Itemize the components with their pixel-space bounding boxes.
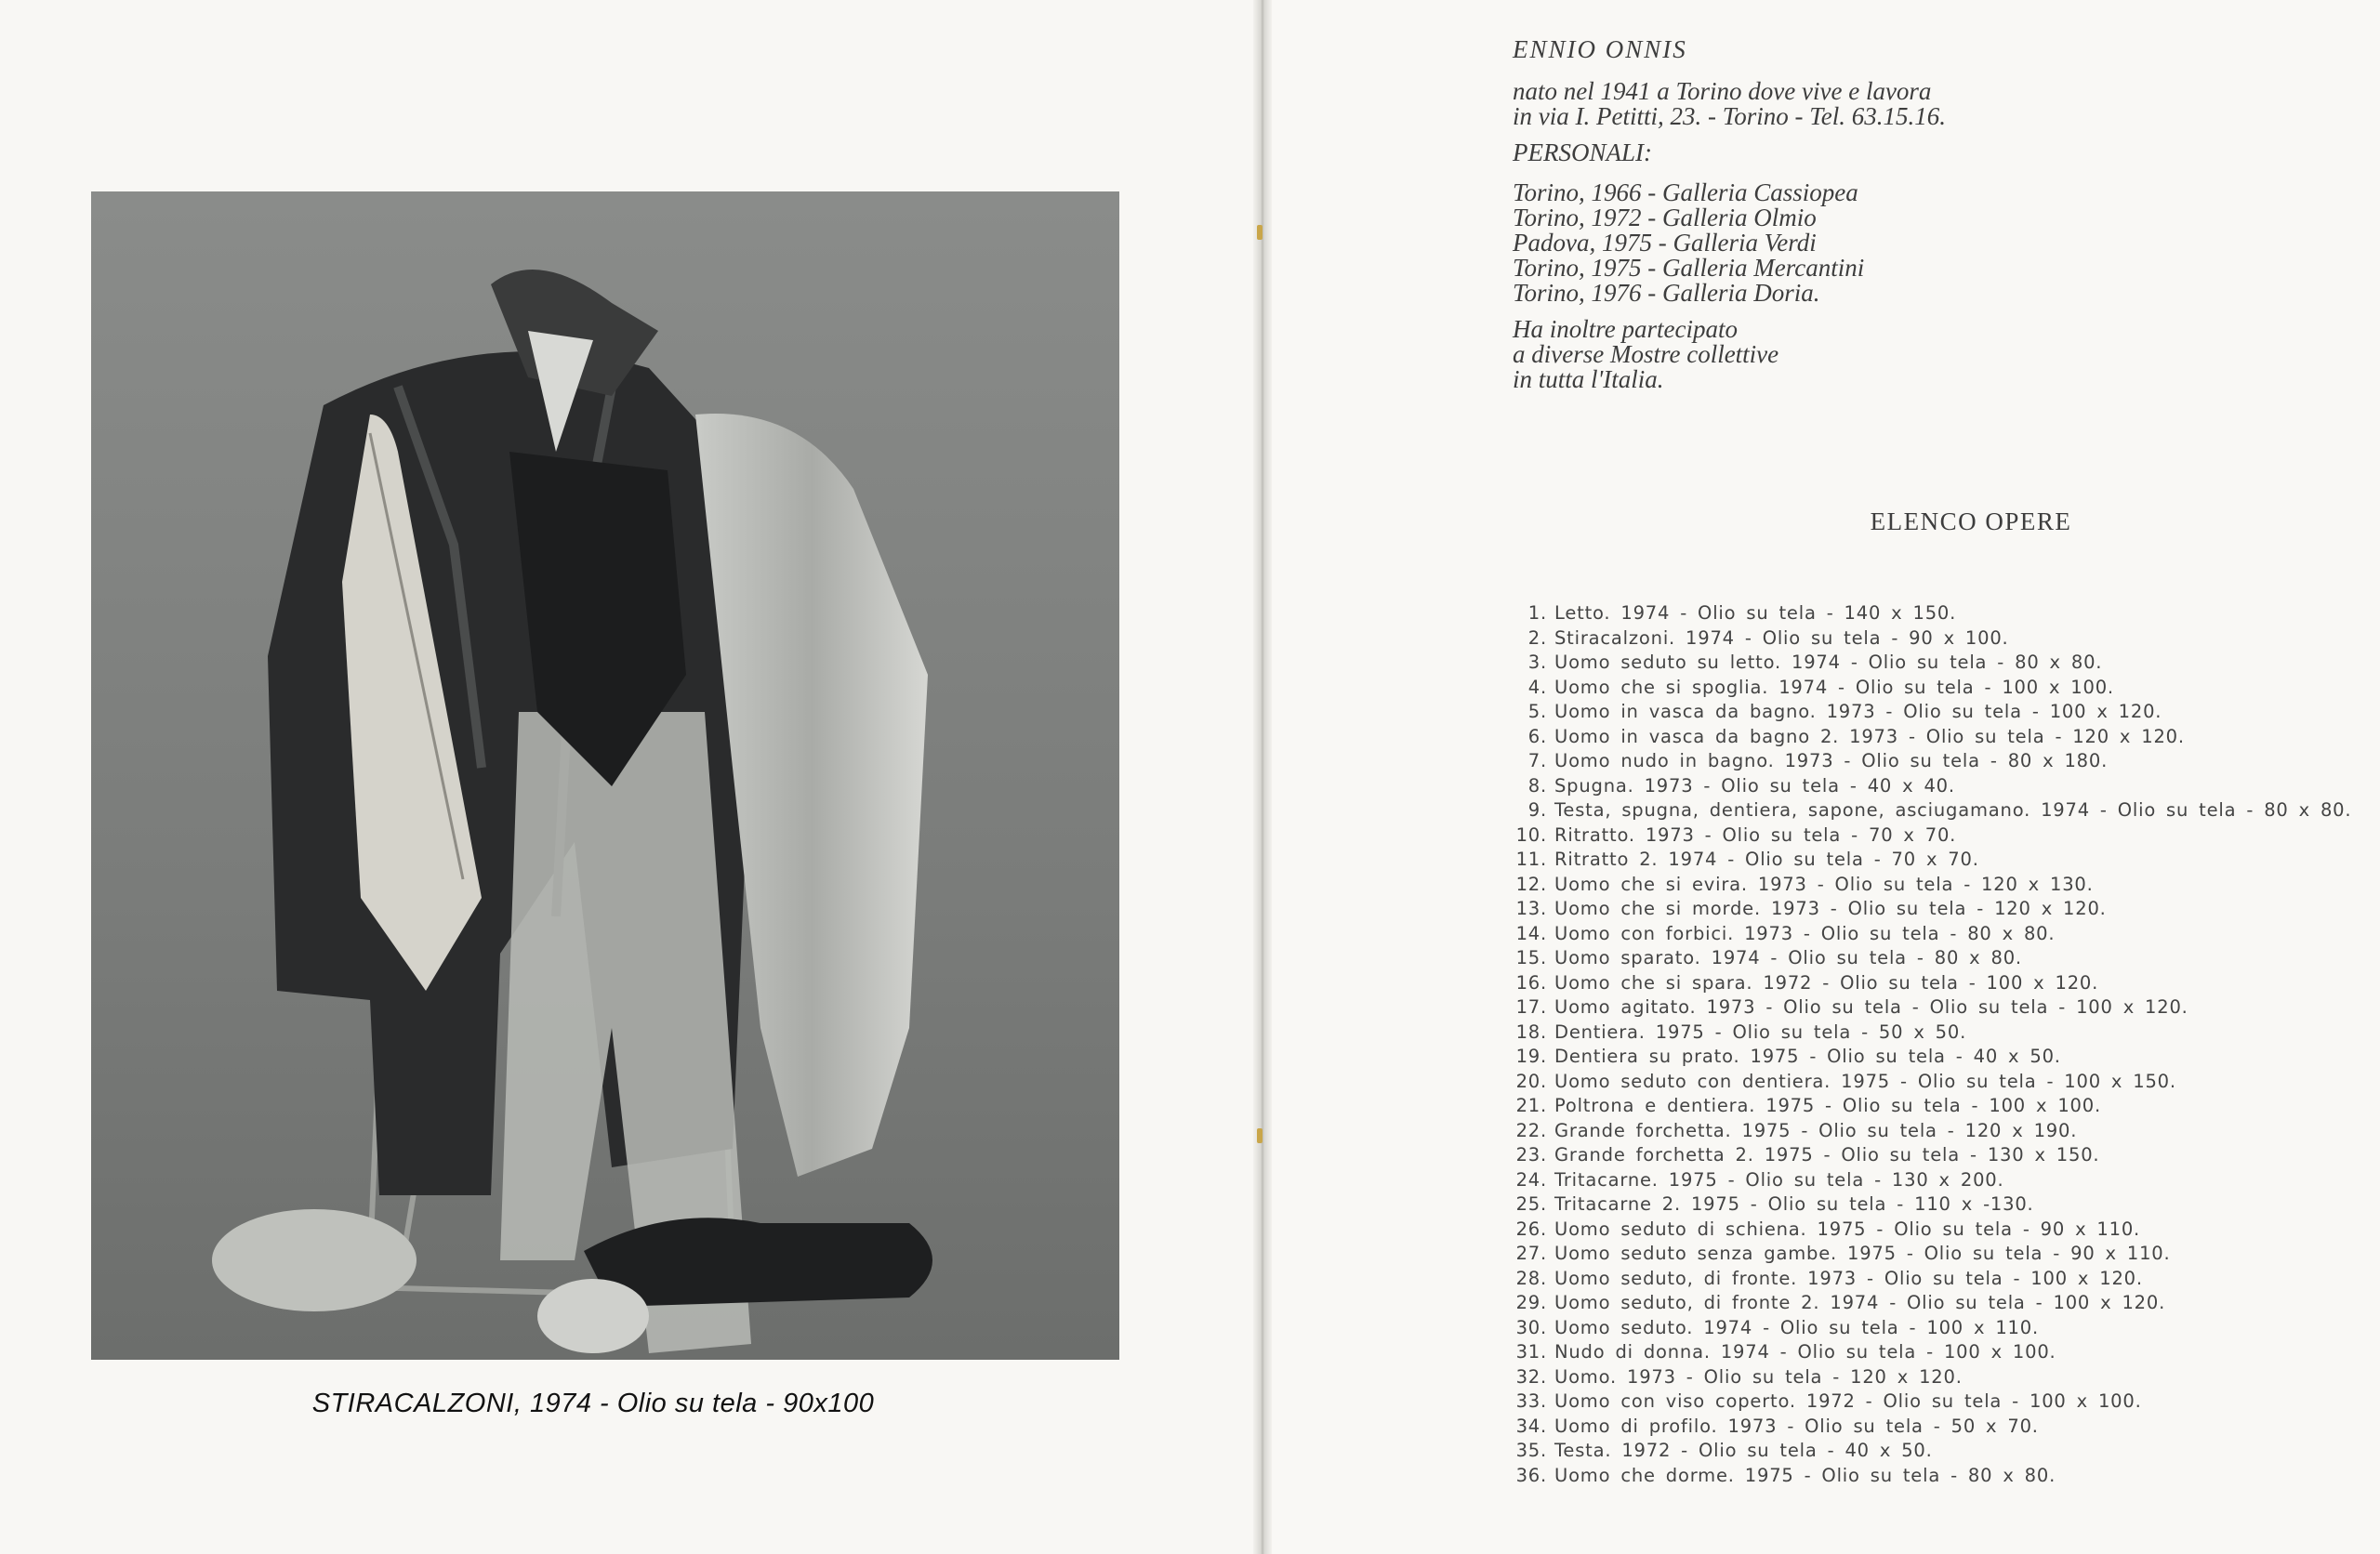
item-text: Dentiera su prato. 1975 - Olio su tela - 40 x 50. <box>1554 1046 2061 1067</box>
item-text: Uomo con viso coperto. 1972 - Olio su tela - 100 x 100. <box>1554 1390 2142 1412</box>
list-item <box>1501 1094 2351 1119</box>
item-text: Grande forchetta. 1975 - Olio su tela - 120 x 190. <box>1554 1119 2078 1141</box>
birth-line: nato nel 1941 a Torino dove vive e lavora <box>1513 77 1932 105</box>
item-text: Uomo seduto. 1974 - Olio su tela - 100 x 110. <box>1554 1316 2039 1338</box>
artwork-caption: STIRACALZONI, 1974 - Olio su tela - 90x100 <box>311 1389 875 1418</box>
item-text: Uomo sparato. 1974 - Olio su tela - 80 x 80. <box>1554 947 2022 968</box>
item-number: 22. <box>1515 1119 1547 1141</box>
item-number: 6. <box>1527 725 1547 747</box>
item-number: 29. <box>1515 1292 1547 1313</box>
item-text: Uomo seduto su letto. 1974 - Olio su tela - 80 x 80. <box>1554 652 2103 673</box>
list-item <box>1501 1415 2351 1440</box>
item-number: 31. <box>1515 1341 1547 1363</box>
list-item <box>1501 749 2351 774</box>
personali-heading: PERSONALI: <box>1513 138 1652 166</box>
item-text: Uomo seduto di schiena. 1975 - Olio su tela - 90 x 110. <box>1554 1218 2141 1240</box>
item-text: Uomo seduto con dentiera. 1975 - Olio su tela - 100 x 150. <box>1554 1070 2176 1092</box>
item-number: 10. <box>1515 823 1547 846</box>
item-text: Uomo in vasca da bagno 2. 1973 - Olio su tela - 120 x 120. <box>1554 725 2185 747</box>
item-text: Ritratto 2. 1974 - Olio su tela - 70 x 70. <box>1554 849 1979 870</box>
item-number: 14. <box>1515 922 1547 944</box>
list-item <box>1501 848 2351 873</box>
exhibition-item: Torino, 1976 - Galleria Doria. <box>1513 279 1820 307</box>
item-text: Testa, spugna, dentiera, sapone, asciugamano. 1974 - Olio su tela - 80 x 80. <box>1554 799 2352 821</box>
list-item <box>1501 995 2351 1021</box>
list-item <box>1501 1143 2351 1168</box>
list-item <box>1501 873 2351 898</box>
item-text: Ritratto. 1973 - Olio su tela - 70 x 70. <box>1554 823 1957 846</box>
item-number: 17. <box>1515 996 1547 1018</box>
list-item <box>1501 823 2351 849</box>
item-number: 15. <box>1515 947 1547 968</box>
item-number: 25. <box>1515 1193 1547 1215</box>
list-item <box>1501 626 2351 652</box>
item-text: Tritacarne. 1975 - Olio su tela - 130 x 200. <box>1554 1168 2004 1191</box>
list-item <box>1501 897 2351 922</box>
page-fold <box>1253 0 1272 1554</box>
list-item <box>1501 700 2351 725</box>
item-number: 9. <box>1527 799 1547 821</box>
item-text: Uomo che si evira. 1973 - Olio su tela - 120 x 130. <box>1554 873 2094 895</box>
exhibitions-list <box>1513 180 2275 306</box>
exhibition-item: Padova, 1975 - Galleria Verdi <box>1513 229 1817 257</box>
list-item <box>1501 1267 2351 1292</box>
exhibition-item: Torino, 1975 - Galleria Mercantini <box>1513 254 1865 282</box>
list-item <box>1501 1119 2351 1144</box>
item-text: Uomo. 1973 - Olio su tela - 120 x 120. <box>1554 1365 1963 1388</box>
birth-info <box>1513 79 2275 129</box>
note-line: in tutta l'Italia. <box>1513 365 1664 393</box>
item-number: 24. <box>1515 1168 1547 1191</box>
item-number: 5. <box>1527 701 1547 722</box>
item-number: 32. <box>1515 1365 1547 1388</box>
item-number: 16. <box>1515 971 1547 994</box>
list-item <box>1501 1168 2351 1193</box>
item-number: 26. <box>1515 1218 1547 1240</box>
item-text: Uomo di profilo. 1973 - Olio su tela - 50 x 70. <box>1554 1415 2039 1437</box>
list-item <box>1501 1389 2351 1415</box>
artist-name: ENNIO ONNIS <box>1513 35 1687 63</box>
address-line: in via I. Petitti, 23. - Torino - Tel. 63.15.16. <box>1513 102 1947 130</box>
item-number: 8. <box>1527 774 1547 797</box>
item-number: 21. <box>1515 1095 1547 1116</box>
note-line: a diverse Mostre collettive <box>1513 340 1779 368</box>
item-text: Uomo agitato. 1973 - Olio su tela - Olio su tela - 100 x 120. <box>1554 996 2188 1018</box>
item-text: Uomo nudo in bagno. 1973 - Olio su tela - 80 x 180. <box>1554 750 2109 771</box>
list-item <box>1501 1316 2351 1341</box>
item-number: 12. <box>1515 873 1547 895</box>
item-number: 13. <box>1515 898 1547 919</box>
item-number: 27. <box>1515 1243 1547 1264</box>
item-text: Grande forchetta 2. 1975 - Olio su tela - 130 x 150. <box>1554 1144 2100 1166</box>
item-text: Spugna. 1973 - Olio su tela - 40 x 40. <box>1554 774 1955 797</box>
item-text: Poltrona e dentiera. 1975 - Olio su tela - 100 x 100. <box>1554 1095 2101 1116</box>
list-item <box>1501 1218 2351 1243</box>
item-text: Uomo con forbici. 1973 - Olio su tela - 80 x 80. <box>1554 922 2056 944</box>
item-text: Uomo in vasca da bagno. 1973 - Olio su tela - 100 x 120. <box>1554 701 2162 722</box>
list-item <box>1501 601 2351 626</box>
item-text: Uomo che si spara. 1972 - Olio su tela - 100 x 120. <box>1554 971 2099 994</box>
list-item <box>1501 1242 2351 1267</box>
list-item <box>1501 798 2351 823</box>
list-item <box>1501 1439 2351 1464</box>
item-text: Testa. 1972 - Olio su tela - 40 x 50. <box>1554 1440 1933 1461</box>
item-number: 34. <box>1515 1415 1547 1437</box>
item-text: Uomo seduto, di fronte 2. 1974 - Olio su tela - 100 x 120. <box>1554 1292 2166 1313</box>
exhibition-item: Torino, 1972 - Galleria Olmio <box>1513 204 1817 231</box>
item-text: Stiracalzoni. 1974 - Olio su tela - 90 x 100. <box>1554 626 2009 649</box>
exhibition-item: Torino, 1966 - Galleria Cassiopea <box>1513 178 1858 206</box>
group-exhibitions-note <box>1513 317 2275 392</box>
item-number: 35. <box>1515 1440 1547 1461</box>
item-text: Uomo seduto, di fronte. 1973 - Olio su tela - 100 x 120. <box>1554 1267 2143 1289</box>
item-number: 30. <box>1515 1316 1547 1338</box>
item-number: 36. <box>1515 1464 1547 1486</box>
artist-bio <box>1513 37 2275 403</box>
item-number: 18. <box>1515 1021 1547 1043</box>
item-text: Uomo seduto senza gambe. 1975 - Olio su tela - 90 x 110. <box>1554 1243 2171 1264</box>
item-text: Tritacarne 2. 1975 - Olio su tela - 110 x -130. <box>1554 1193 2034 1215</box>
item-number: 3. <box>1527 652 1547 673</box>
item-text: Letto. 1974 - Olio su tela - 140 x 150. <box>1554 602 1957 624</box>
artwork-stiracalzoni <box>91 191 1119 1360</box>
item-text: Nudo di donna. 1974 - Olio su tela - 100 x 100. <box>1554 1341 2056 1363</box>
staple <box>1257 225 1263 240</box>
note-line: Ha inoltre partecipato <box>1513 315 1738 343</box>
works-list <box>1501 601 2351 1488</box>
list-item <box>1501 651 2351 676</box>
list-item <box>1501 1291 2351 1316</box>
item-text: Uomo che si morde. 1973 - Olio su tela - 120 x 120. <box>1554 898 2107 919</box>
staple <box>1257 1128 1263 1143</box>
list-item <box>1501 1192 2351 1218</box>
list-item <box>1501 946 2351 971</box>
item-number: 2. <box>1527 626 1547 649</box>
list-item <box>1501 676 2351 701</box>
list-item <box>1501 1045 2351 1070</box>
item-text: Uomo che dorme. 1975 - Olio su tela - 80 x 80. <box>1554 1464 2056 1486</box>
list-item <box>1501 1340 2351 1365</box>
item-number: 20. <box>1515 1070 1547 1092</box>
list-item <box>1501 774 2351 799</box>
item-number: 23. <box>1515 1144 1547 1166</box>
list-item <box>1501 922 2351 947</box>
item-text: Uomo che si spoglia. 1974 - Olio su tela - 100 x 100. <box>1554 676 2114 698</box>
item-number: 33. <box>1515 1390 1547 1412</box>
item-number: 1. <box>1527 602 1547 624</box>
list-item <box>1501 1070 2351 1095</box>
list-item <box>1501 1464 2351 1489</box>
list-item <box>1501 725 2351 750</box>
item-text: Dentiera. 1975 - Olio su tela - 50 x 50. <box>1554 1021 1967 1043</box>
item-number: 11. <box>1515 849 1547 870</box>
item-number: 4. <box>1527 676 1547 698</box>
list-item <box>1501 1021 2351 1046</box>
item-number: 28. <box>1515 1267 1547 1289</box>
list-item <box>1501 1365 2351 1390</box>
item-number: 7. <box>1527 750 1547 771</box>
list-item <box>1501 971 2351 996</box>
item-number: 19. <box>1515 1046 1547 1067</box>
works-list-title: ELENCO OPERE <box>1870 507 2072 535</box>
